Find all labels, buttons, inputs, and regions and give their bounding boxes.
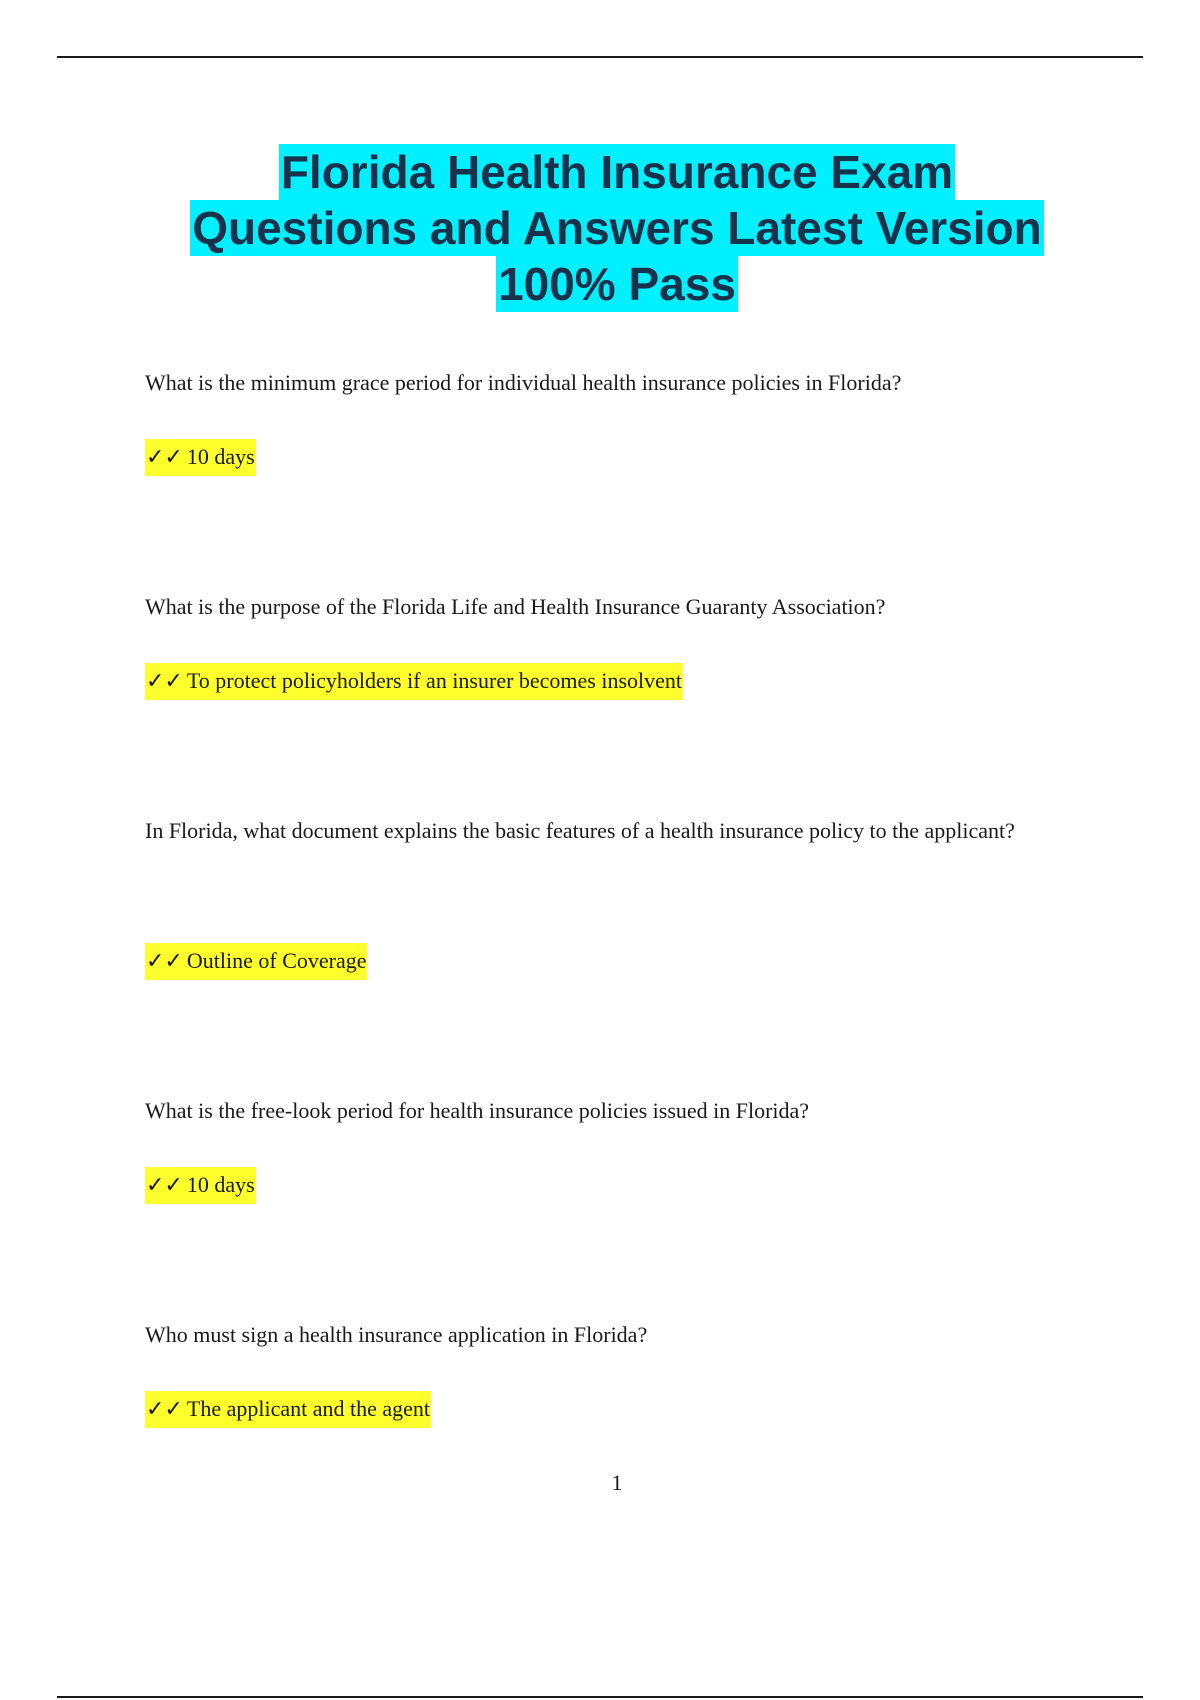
qa-item xyxy=(145,1083,1015,1198)
double-check-icon: ✓✓ xyxy=(146,445,183,470)
double-check-icon: ✓✓ xyxy=(146,1397,183,1422)
answer-highlight xyxy=(145,1391,431,1428)
title-line: Florida Health Insurance Exam xyxy=(280,146,954,198)
double-check-icon: ✓✓ xyxy=(146,1173,183,1198)
qa-item xyxy=(145,579,1015,694)
answer-text: 10 days xyxy=(186,444,255,469)
question-text: What is the free-look period for health insurance policies issued in Florida? xyxy=(145,1098,810,1123)
title-line: 100% Pass xyxy=(498,258,736,310)
qa-item xyxy=(145,803,1015,974)
page-number: 1 xyxy=(611,1470,623,1495)
answer-text: To protect policyholders if an insurer becomes insolvent xyxy=(186,668,683,693)
question-text: What is the purpose of the Florida Life and Health Insurance Guaranty Association? xyxy=(145,594,886,619)
question-text: Who must sign a health insurance application in Florida? xyxy=(145,1322,648,1347)
top-rule xyxy=(57,56,1143,58)
bottom-rule xyxy=(57,1696,1143,1698)
answer-highlight xyxy=(145,1167,256,1204)
double-check-icon: ✓✓ xyxy=(146,949,183,974)
answer-text: 10 days xyxy=(186,1172,255,1197)
question-text: What is the minimum grace period for individual health insurance policies in Florida? xyxy=(145,370,902,395)
qa-item xyxy=(145,355,1015,470)
answer-highlight xyxy=(145,439,256,476)
double-check-icon: ✓✓ xyxy=(146,669,183,694)
answer-text: The applicant and the agent xyxy=(186,1396,430,1421)
answer-highlight xyxy=(145,943,367,980)
answer-text: Outline of Coverage xyxy=(186,948,367,973)
title-line: Questions and Answers Latest Version xyxy=(192,202,1042,254)
answer-highlight xyxy=(145,663,683,700)
qa-item xyxy=(145,1307,1015,1422)
question-text: In Florida, what document explains the basic features of a health insurance policy to the applicant? xyxy=(145,818,1015,843)
document-title xyxy=(0,144,1200,312)
